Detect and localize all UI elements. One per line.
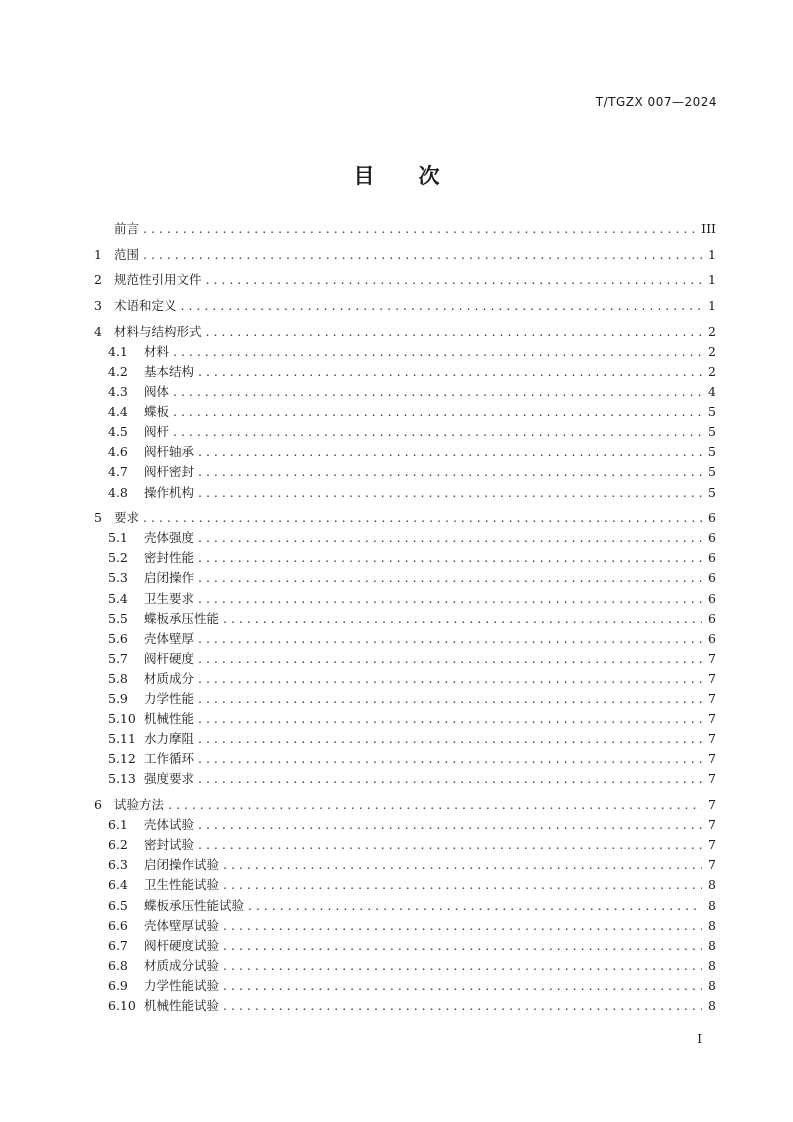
toc-entry-number: 2: [94, 272, 102, 288]
toc-entry-label: 密封试验: [144, 837, 195, 853]
toc-leader-dots: [198, 528, 702, 548]
toc-entry[interactable]: [94, 669, 716, 689]
toc-entry[interactable]: [94, 956, 716, 976]
toc-entry[interactable]: [94, 402, 716, 422]
toc-entry-page: 5: [708, 464, 716, 480]
toc-entry-label: 材质成分试验: [144, 957, 220, 973]
toc-entry[interactable]: [94, 795, 716, 815]
toc-leader-dots: [143, 245, 702, 265]
toc-leader-dots: [223, 996, 702, 1016]
toc-entry-number: 4.7: [108, 464, 128, 480]
toc-entry-number: 5.1: [108, 530, 128, 546]
toc-entry[interactable]: [94, 548, 716, 568]
toc-entry[interactable]: [94, 568, 716, 588]
toc-leader-dots: [198, 709, 702, 729]
toc-leader-dots: [198, 749, 702, 769]
toc-entry-label: 试验方法: [114, 797, 165, 813]
toc-entry-number: 5.11: [108, 731, 136, 747]
toc-entry-number: 4.8: [108, 484, 128, 500]
toc-entry[interactable]: [94, 649, 716, 669]
toc-leader-dots: [181, 296, 702, 316]
toc-entry-label: 壳体壁厚试验: [144, 917, 220, 933]
toc-entry-page: 7: [708, 711, 716, 727]
toc-entry[interactable]: [94, 936, 716, 956]
toc-entry-page: 8: [708, 977, 716, 993]
toc-leader-dots: [198, 548, 702, 568]
toc-entry-label: 阀杆轴承: [144, 444, 195, 460]
page-title: [0, 160, 793, 190]
toc-entry-page: 2: [708, 323, 716, 339]
toc-entry-number: 4.6: [108, 444, 128, 460]
toc-leader-dots: [198, 629, 702, 649]
toc-entry[interactable]: [94, 976, 716, 996]
toc-entry-number: 6.1: [108, 817, 128, 833]
toc-entry-label: 范围: [114, 246, 140, 262]
toc-entry-number: 5.7: [108, 650, 128, 666]
toc-entry-number: 5: [94, 510, 102, 526]
toc-entry-page: 8: [708, 897, 716, 913]
toc-entry-page: 5: [708, 424, 716, 440]
toc-entry-number: 6: [94, 797, 102, 813]
toc-entry-page: 7: [708, 670, 716, 686]
toc-entry[interactable]: [94, 689, 716, 709]
toc-leader-dots: [173, 382, 702, 402]
toc-leader-dots: [223, 976, 702, 996]
toc-entry[interactable]: [94, 589, 716, 609]
toc-leader-dots: [223, 956, 702, 976]
toc-leader-dots: [173, 402, 702, 422]
toc-entry-page: 5: [708, 444, 716, 460]
toc-leader-dots: [206, 270, 702, 290]
toc-entry-label: 工作循环: [144, 751, 195, 767]
toc-entry[interactable]: [94, 483, 716, 503]
toc-entry-page: 7: [708, 797, 716, 813]
toc-entry-number: 6.8: [108, 957, 128, 973]
toc-entry-label: 水力摩阻: [144, 731, 195, 747]
toc-entry[interactable]: [94, 835, 716, 855]
toc-entry-label: 操作机构: [144, 484, 195, 500]
toc-entry-number: 6.6: [108, 917, 128, 933]
toc-entry-page: 6: [708, 550, 716, 566]
toc-entry-label: 启闭操作试验: [144, 857, 220, 873]
toc-entry-number: 6.3: [108, 857, 128, 873]
toc-entry[interactable]: [94, 528, 716, 548]
toc-entry-number: 5.10: [108, 711, 136, 727]
toc-entry-number: 4.3: [108, 384, 128, 400]
toc-leader-dots: [223, 916, 702, 936]
toc-entry-page: 7: [708, 837, 716, 853]
toc-entry-page: 8: [708, 877, 716, 893]
toc-entry-label: 要求: [114, 510, 140, 526]
toc-leader-dots: [198, 589, 702, 609]
toc-entry-page: 7: [708, 817, 716, 833]
toc-leader-dots: [173, 342, 702, 362]
toc-entry-number: 4.1: [108, 343, 128, 359]
toc-entry-number: 4: [94, 323, 102, 339]
toc-entry[interactable]: [94, 322, 716, 342]
toc-entry[interactable]: [94, 508, 716, 528]
toc-entry-label: 阀杆密封: [144, 464, 195, 480]
toc-entry-number: 5.6: [108, 630, 128, 646]
toc-leader-dots: [198, 769, 702, 789]
toc-entry-label: 蝶板承压性能试验: [144, 897, 245, 913]
toc-leader-dots: [198, 669, 702, 689]
toc-entry-number: 6.7: [108, 937, 128, 953]
toc-entry[interactable]: [94, 462, 716, 482]
toc-entry-label: 机械性能: [144, 711, 195, 727]
toc-entry-label: 阀体: [144, 384, 170, 400]
toc-entry-page: 1: [708, 246, 716, 262]
toc-entry-page: 7: [708, 650, 716, 666]
toc-leader-dots: [223, 855, 702, 875]
toc-entry-label: 阀杆硬度试验: [144, 937, 220, 953]
title-part-2: 次: [418, 164, 440, 188]
toc-entry-label: 材料与结构形式: [114, 323, 202, 339]
toc-entry-page: 7: [708, 751, 716, 767]
toc-entry-label: 力学性能试验: [144, 977, 220, 993]
toc-entry[interactable]: [94, 996, 716, 1016]
page-number: I: [697, 1032, 702, 1046]
toc-entry[interactable]: [94, 296, 716, 316]
toc-entry-page: 6: [708, 570, 716, 586]
toc-entry[interactable]: [94, 815, 716, 835]
toc-entry-label: 力学性能: [144, 691, 195, 707]
toc-leader-dots: [143, 508, 702, 528]
toc-leader-dots: [198, 729, 702, 749]
toc-entry-label: 壳体试验: [144, 817, 195, 833]
toc-entry-label: 卫生性能试验: [144, 877, 220, 893]
toc-entry[interactable]: [94, 875, 716, 895]
toc-entry-label: 前言: [114, 221, 140, 236]
toc-entry[interactable]: [94, 916, 716, 936]
toc-entry-label: 强度要求: [144, 771, 195, 787]
toc-leader-dots: [198, 649, 702, 669]
toc-entry-page: 7: [708, 731, 716, 747]
toc-entry-label: 卫生要求: [144, 590, 195, 606]
toc-entry-number: 5.9: [108, 691, 128, 707]
toc-entry-number: 1: [94, 246, 102, 262]
toc-entry-page: 4: [708, 384, 716, 400]
toc-entry-label: 术语和定义: [114, 298, 177, 314]
toc-leader-dots: [198, 362, 702, 382]
toc-entry-label: 密封性能: [144, 550, 195, 566]
toc-entry-page: III: [701, 221, 716, 236]
toc-entry-page: 6: [708, 630, 716, 646]
toc-entry-page: 8: [708, 937, 716, 953]
toc-entry-label: 启闭操作: [144, 570, 195, 586]
toc-entry-page: 1: [708, 272, 716, 288]
toc-entry[interactable]: [94, 382, 716, 402]
toc-entry-label: 基本结构: [144, 363, 195, 379]
title-part-1: 目: [353, 164, 375, 188]
toc-entry-page: 7: [708, 771, 716, 787]
toc-entry[interactable]: [94, 729, 716, 749]
toc-entry-page: 8: [708, 957, 716, 973]
toc-entry-label: 阀杆: [144, 424, 170, 440]
toc-entry-number: 5.13: [108, 771, 136, 787]
toc-entry[interactable]: [94, 219, 716, 239]
toc-leader-dots: [198, 568, 702, 588]
toc-leader-dots: [198, 442, 702, 462]
toc-entry[interactable]: [94, 342, 716, 362]
toc-entry-label: 壳体壁厚: [144, 630, 195, 646]
document-code: T/TGZX 007—2024: [595, 95, 717, 109]
toc-entry-number: 5.2: [108, 550, 128, 566]
toc-entry[interactable]: [94, 709, 716, 729]
toc-leader-dots: [173, 422, 702, 442]
toc-entry-number: 6.10: [108, 998, 136, 1014]
toc-entry-page: 2: [708, 363, 716, 379]
toc-leader-dots: [198, 689, 702, 709]
toc-entry-number: 6.9: [108, 977, 128, 993]
toc-entry[interactable]: [94, 896, 716, 916]
toc-leader-dots: [198, 835, 702, 855]
toc-entry-number: 4.2: [108, 363, 128, 379]
table-of-contents: [94, 219, 716, 1016]
toc-entry-number: 5.8: [108, 670, 128, 686]
toc-leader-dots: [206, 322, 702, 342]
toc-leader-dots: [198, 462, 702, 482]
toc-entry-page: 1: [708, 298, 716, 314]
toc-entry-number: 3: [94, 298, 102, 314]
toc-entry-label: 蝶板承压性能: [144, 610, 220, 626]
toc-leader-dots: [143, 219, 697, 239]
toc-leader-dots: [198, 483, 702, 503]
toc-entry-page: 5: [708, 404, 716, 420]
toc-entry[interactable]: [94, 422, 716, 442]
toc-entry-page: 7: [708, 691, 716, 707]
toc-entry-number: 4.4: [108, 404, 128, 420]
toc-leader-dots: [223, 875, 702, 895]
toc-leader-dots: [168, 795, 702, 815]
toc-entry-page: 8: [708, 998, 716, 1014]
toc-leader-dots: [223, 609, 702, 629]
toc-entry-page: 6: [708, 590, 716, 606]
toc-entry-label: 蝶板: [144, 404, 170, 420]
toc-leader-dots: [198, 815, 702, 835]
toc-entry-label: 材质成分: [144, 670, 195, 686]
toc-entry-label: 壳体强度: [144, 530, 195, 546]
toc-entry-number: 6.2: [108, 837, 128, 853]
toc-entry[interactable]: [94, 855, 716, 875]
toc-entry[interactable]: [94, 442, 716, 462]
toc-entry-label: 材料: [144, 343, 170, 359]
toc-entry[interactable]: [94, 769, 716, 789]
toc-entry-number: 5.4: [108, 590, 128, 606]
toc-entry-label: 规范性引用文件: [114, 272, 202, 288]
toc-entry[interactable]: [94, 270, 716, 290]
toc-entry[interactable]: [94, 245, 716, 265]
toc-entry-page: 2: [708, 343, 716, 359]
toc-entry-label: 机械性能试验: [144, 998, 220, 1014]
toc-entry-number: 5.5: [108, 610, 128, 626]
toc-leader-dots: [223, 936, 702, 956]
toc-entry[interactable]: [94, 609, 716, 629]
toc-entry-number: 5.12: [108, 751, 136, 767]
toc-entry[interactable]: [94, 749, 716, 769]
toc-entry-page: 6: [708, 530, 716, 546]
toc-entry-page: 8: [708, 917, 716, 933]
toc-entry-number: 6.5: [108, 897, 128, 913]
toc-entry[interactable]: [94, 629, 716, 649]
toc-entry-number: 6.4: [108, 877, 128, 893]
toc-entry[interactable]: [94, 362, 716, 382]
toc-entry-number: 4.5: [108, 424, 128, 440]
toc-leader-dots: [248, 896, 702, 916]
toc-entry-number: 5.3: [108, 570, 128, 586]
toc-entry-page: 6: [708, 610, 716, 626]
toc-entry-page: 5: [708, 484, 716, 500]
toc-entry-page: 6: [708, 510, 716, 526]
toc-entry-page: 7: [708, 857, 716, 873]
toc-entry-label: 阀杆硬度: [144, 650, 195, 666]
